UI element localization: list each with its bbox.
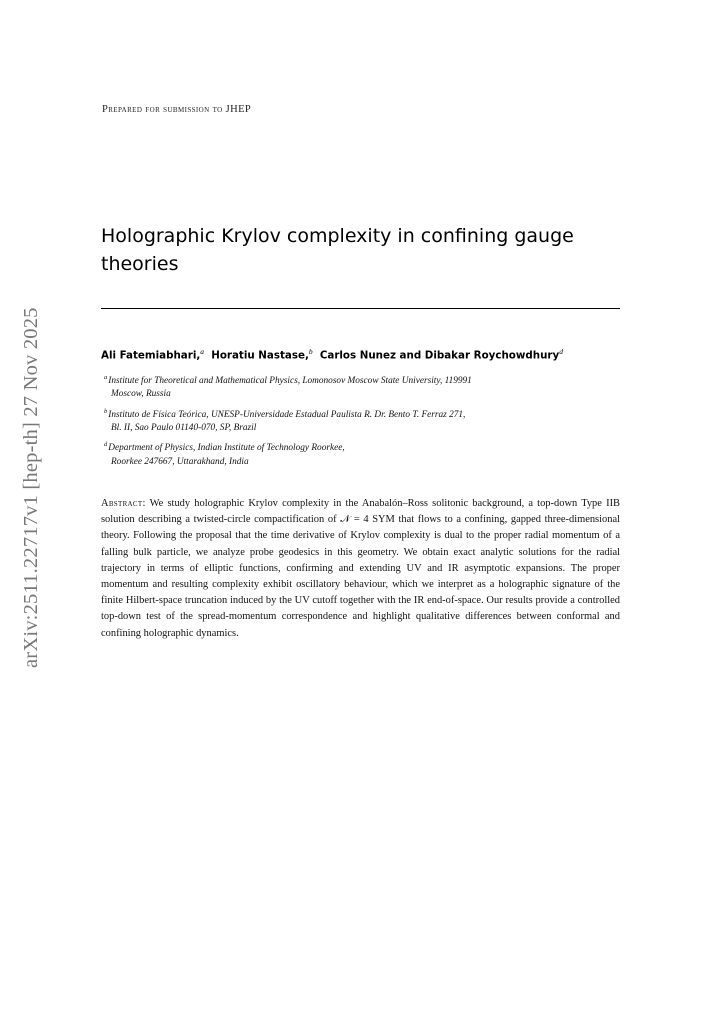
title-line-2: theories bbox=[101, 253, 179, 275]
affiliation-mark: b bbox=[104, 407, 108, 415]
affiliation-line: Roorkee 247667, Uttarakhand, India bbox=[111, 456, 249, 467]
affiliation bbox=[104, 371, 624, 402]
author-affil-mark: a bbox=[200, 347, 205, 356]
abstract-heading: Abstract: bbox=[101, 498, 146, 509]
affiliation-mark: a bbox=[104, 374, 108, 381]
prepared-for-submission: Prepared for submission to JHEP bbox=[102, 104, 252, 115]
abstract bbox=[101, 496, 620, 642]
affiliation-line: Institute for Theoretical and Mathematical Physics, Lomonosov Moscow State University, 119991 bbox=[108, 376, 472, 387]
affiliation-mark: d bbox=[104, 441, 108, 449]
affiliation-line: Department of Physics, Indian Institute of Technology Roorkee, bbox=[108, 443, 345, 454]
author-name: Carlos Nunez and Dibakar Roychowdhury bbox=[319, 349, 560, 362]
affiliation-line: Moscow, Russia bbox=[111, 389, 171, 400]
author-list bbox=[101, 347, 626, 361]
title-rule bbox=[101, 308, 620, 309]
affiliation-line: Bl. II, Sao Paulo 01140-070, SP, Brazil bbox=[111, 423, 257, 434]
affiliation bbox=[104, 405, 624, 436]
author-name: Ali Fatemiabhari, bbox=[101, 349, 201, 362]
affiliation bbox=[104, 438, 624, 469]
affiliation-list bbox=[104, 371, 624, 472]
arxiv-identifier: arXiv:2511.22717v1 [hep-th] 27 Nov 2025 bbox=[20, 307, 42, 669]
affiliation-line: Instituto de Física Teórica, UNESP-Universidade Estadual Paulista R. Dr. Bento T. Ferraz 271, bbox=[108, 409, 466, 420]
paper-title bbox=[101, 222, 626, 278]
author-name: Horatiu Nastase, bbox=[211, 349, 309, 362]
author-affil-mark: d bbox=[559, 347, 563, 356]
author-affil-mark: b bbox=[308, 347, 313, 356]
title-line-1: Holographic Krylov complexity in confining gauge bbox=[101, 225, 574, 247]
abstract-text: We study holographic Krylov complexity in the Anabalón–Ross solitonic background, a top-down Type IIB solution describing a twisted-circle compactification of 𝒩 = 4 SYM that flows to a confining, gapped three-dimensional theory. Following the proposal that the time derivative of Krylov complexity is dual to the proper radial momentum of a falling bulk particle, we analyze probe geodesics in this geometry. We obtain exact analytic solutions for the radial trajectory in terms of elliptic functions, confirming and extending UV and IR asymptotic expansions. The proper momentum and resulting complexity exhibit oscillatory behaviour, which we interpret as a holographic signature of the finite Hilbert-space truncation induced by the UV cutoff together with the IR end-of-space. Our results provide a controlled top-down test of the spread-momentum correspondence and highlight qualitative differences between conformal and confining holographic dynamics. bbox=[101, 498, 621, 639]
